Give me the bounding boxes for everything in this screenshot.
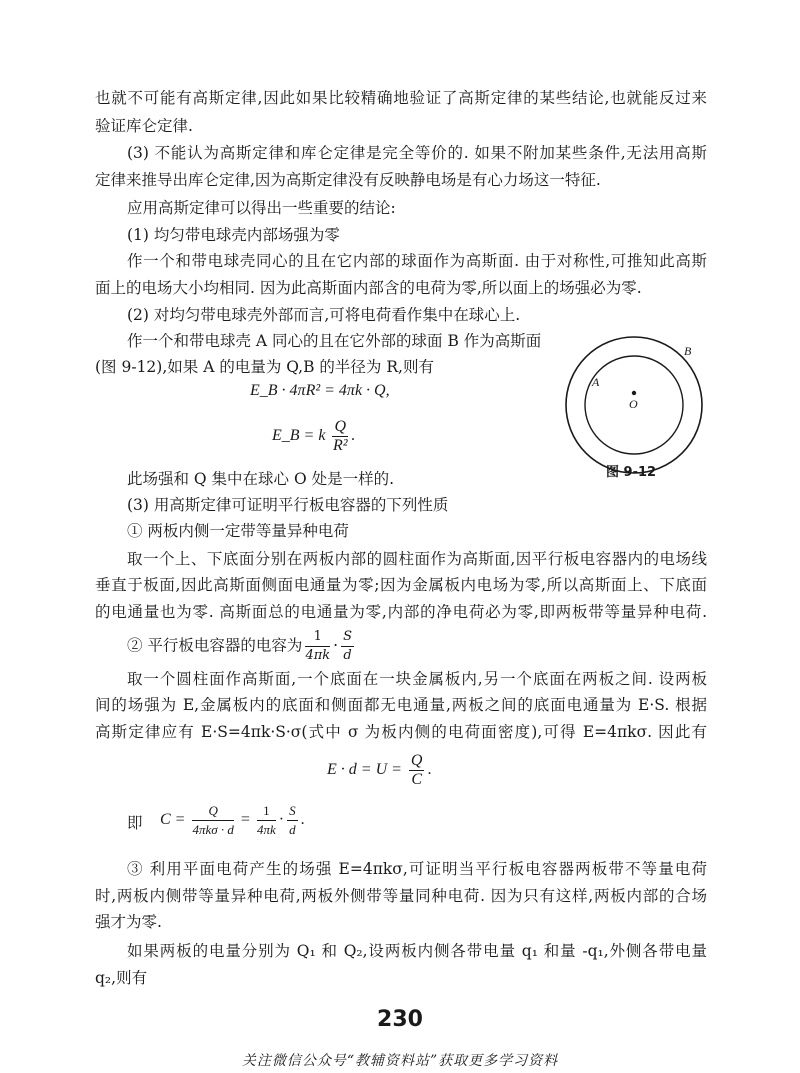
text-line: 间的场强为 E,金属板内的底面和侧面都无电通量,两板之间的底面电通量为 E·S. 根据 [95,696,707,714]
equation-voltage: E · d = U = $\frac{Q}{C}$ . [327,752,432,788]
section-heading: (2) 对均匀带电球壳外部而言,可将电荷看作集中在球心上. [127,306,521,324]
text-line: ③ 利用平面电荷产生的场强 E=4πkσ,可证明当平行板电容器两板带不等量电荷 [127,860,707,878]
text-line: 作一个和带电球壳 A 同心的且在它外部的球面 B 作为高斯面 [127,332,542,350]
text-line: (3) 不能认为高斯定律和库仑定律是完全等价的. 如果不附加某些条件,无法用高斯 [127,144,707,162]
subsection-heading: ① 两板内侧一定带等量异种电荷 [127,522,349,540]
text-line: 垂直于板面,因此高斯面侧面电通量为零;因为金属板内电场为零,所以高斯面上、下底面 [95,576,707,594]
figure-caption: 图 9-12 [606,465,657,480]
fraction: $\frac{S}{d}$ [289,803,296,837]
text-line: 也就不可能有高斯定律,因此如果比较精确地验证了高斯定律的某些结论,也就能反过来 [95,89,707,107]
fraction: $\frac{Q}{C}$ [410,752,423,788]
subsection-heading: ② 平行板电容器的电容为 $\frac{1}{4\pi k}$ · $\frac{S}{d}$ [127,629,352,663]
fraction: $\frac{Q}{\text{R²}}$ [332,418,348,454]
text-line: 应用高斯定律可以得出一些重要的结论: [127,199,396,217]
equation-field-sphere: E_B = k $\frac{Q}{\text{R²}}$ . [272,418,356,454]
text-line: 取一个圆柱面作高斯面,一个底面在一块金属板内,另一个底面在两板之间. 设两板 [127,670,707,688]
text-line: 的电通量也为零. 高斯面总的电通量为零,内部的净电荷必为零,即两板带等量异种电荷. [95,603,707,621]
footer-note: 关注微信公众号“教辅资料站”获取更多学习资料 [241,1053,559,1069]
text-line: 高斯定律应有 E·S=4πk·S·σ(式中 σ 为板内侧的电荷面密度),可得 E=4πkσ. 因此有 [95,723,707,741]
label-o: O [629,397,638,411]
text-line: 作一个和带电球壳同心的且在它内部的球面作为高斯面. 由于对称性,可推知此高斯 [127,252,707,270]
text-line: 强才为零. [95,913,162,931]
section-heading: (1) 均匀带电球壳内部场强为零 [127,226,340,244]
label-b: B [684,344,692,358]
fraction: $\frac{1}{4\pi k}$ [256,803,276,837]
text-line: 如果两板的电量分别为 Q₁ 和 Q₂,设两板内侧各带电量 q₁ 和量 -q₁,外侧各带电量 [127,942,707,960]
fraction: $\frac{S}{d}$ [343,629,352,663]
fraction: $\frac{Q}{\text{4πkσ · d}}$ [192,803,234,837]
label-a: A [592,375,600,389]
text-line: 验证库仑定律. [95,117,193,135]
text-line: 即 [127,814,143,832]
page-number: 230 [377,1007,423,1032]
text-line: 定律来推导出库仑定律,因为高斯定律没有反映静电场是有心力场这一特征. [95,171,601,189]
equation-capacitance: C = $\frac{Q}{\text{4πkσ · d}}$ = $\frac{1}{4\pi k}$ · $\frac{S}{d}$ . [160,803,305,837]
center-point [632,391,636,395]
fraction: $\frac{1}{4\pi k}$ [305,629,331,663]
text-line: 此场强和 Q 集中在球心 O 处是一样的. [127,470,395,488]
text-line: q₂,则有 [95,969,148,987]
text-line: 面上的电场大小均相同. 因为此高斯面内部含的电荷为零,所以面上的场强必为零. [95,279,642,297]
equation-gauss-sphere: E_B · 4πR² = 4πk · Q, [250,382,390,399]
text-line: 取一个上、下底面分别在两板内部的圆柱面作为高斯面,因平行板电容器内的电场线 [127,550,707,568]
text-line: (图 9-12),如果 A 的电量为 Q,B 的半径为 R,则有 [95,358,434,376]
text-line: 时,两板内侧带等量异种电荷,两板外侧带等量同种电荷. 因为只有这样,两板内部的合场 [95,887,707,905]
section-heading: (3) 用高斯定律可证明平行板电容器的下列性质 [127,496,449,514]
